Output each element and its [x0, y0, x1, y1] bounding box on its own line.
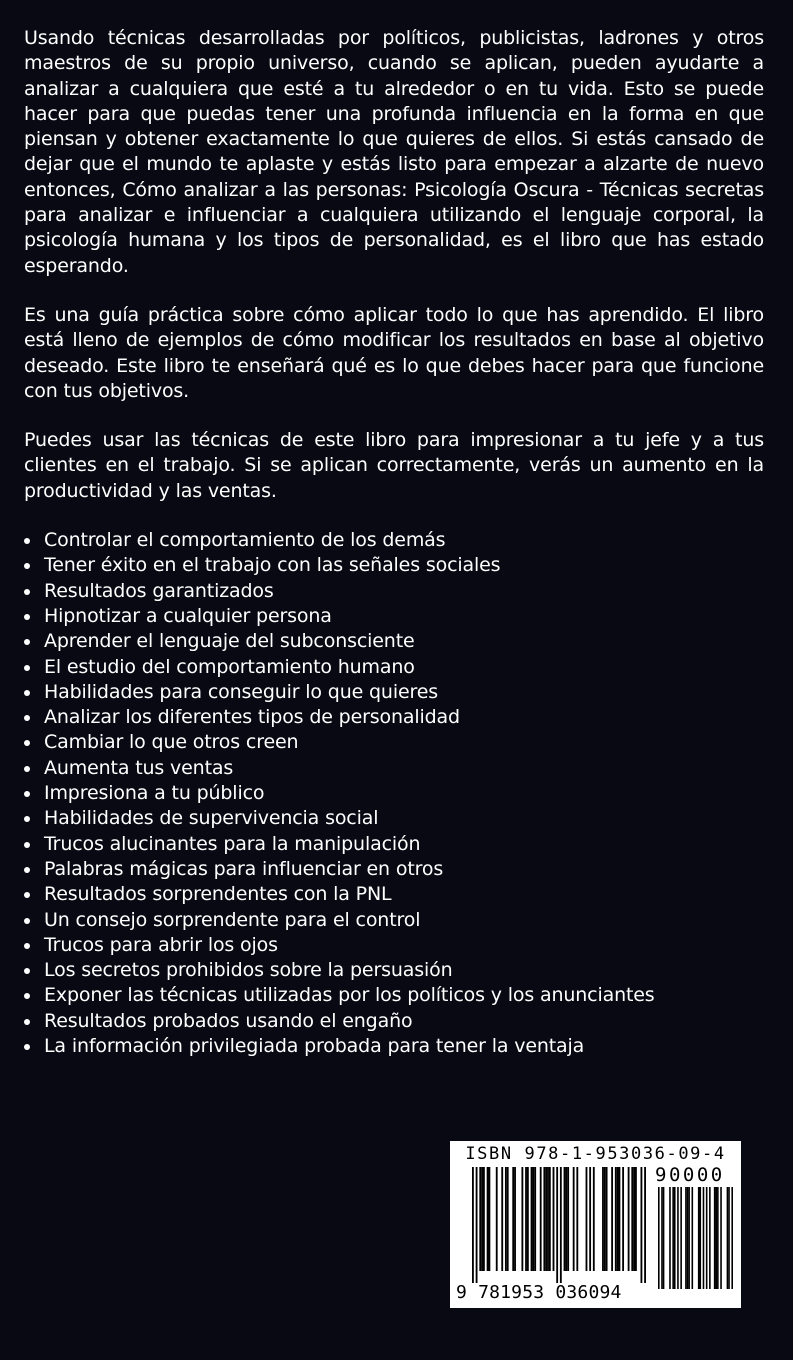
barcode-bar: [619, 1167, 621, 1271]
usage-paragraph: Puedes usar las técnicas de este libro para impresionar a tu jefe y a tus clientes en el trabajo. Si se aplican correctamente, verás un aumento en la productividad y las ventas.: [24, 429, 764, 502]
back-cover-text: [24, 26, 764, 1059]
bullet-icon: [24, 740, 30, 746]
addon-bar: [663, 1187, 665, 1289]
bullet-icon: [24, 1044, 30, 1050]
list-item: Controlar el comportamiento de los demás: [24, 528, 764, 553]
barcode-bar: [617, 1167, 619, 1271]
bullet-icon: [24, 993, 30, 999]
addon-bar: [688, 1187, 690, 1289]
barcode-bar: [604, 1167, 606, 1271]
list-item: Hipnotizar a cualquier persona: [24, 604, 764, 629]
list-item: Aumenta tus ventas: [24, 756, 764, 781]
list-item: Resultados garantizados: [24, 579, 764, 604]
addon-bar: [717, 1187, 719, 1289]
addon-bar: [709, 1187, 711, 1289]
addon-bar: [687, 1187, 689, 1289]
bullet-icon: [24, 968, 30, 974]
barcode-bar: [565, 1167, 567, 1271]
barcode-bar: [576, 1167, 578, 1271]
ean-barcode-bars: [472, 1167, 646, 1283]
barcode-bar: [525, 1167, 527, 1271]
bullet-icon: [24, 766, 30, 772]
bullet-icon: [24, 1019, 30, 1025]
list-item: Palabras mágicas para influenciar en otros: [24, 857, 764, 882]
guide-paragraph: Es una guía práctica sobre cómo aplicar todo lo que has aprendido. El libro está lleno de ejemplos de cómo modificar los resultados en base al objetivo deseado. Este libro te enseñará qué es lo que debes hacer para que funcione con tus objetivos.: [24, 303, 764, 402]
barcode-bar: [553, 1167, 555, 1271]
list-item: Tener éxito en el trabajo con las señales sociales: [24, 553, 764, 578]
bullet-icon: [24, 918, 30, 924]
ean-digits: 9 781953 036094: [456, 1282, 622, 1303]
barcode-bar: [573, 1167, 575, 1271]
list-item: Cambiar lo que otros creen: [24, 730, 764, 755]
barcode-addon-digits: 90000: [655, 1164, 725, 1186]
barcode-bar: [532, 1167, 534, 1271]
barcode-bar: [472, 1167, 474, 1283]
barcode-bar: [611, 1167, 613, 1271]
list-item: Analizar los diferentes tipos de personalidad: [24, 705, 764, 730]
addon-bar: [731, 1187, 733, 1289]
bullet-icon: [24, 943, 30, 949]
addon-bar: [720, 1187, 722, 1289]
barcode-bar: [635, 1167, 637, 1271]
bullet-icon: [24, 589, 30, 595]
addon-bar: [699, 1187, 701, 1289]
barcode-bar: [602, 1167, 604, 1271]
barcode-bar: [487, 1167, 489, 1271]
barcode-bar: [631, 1167, 633, 1271]
barcode-bar: [644, 1167, 646, 1283]
list-item: Impresiona a tu público: [24, 781, 764, 806]
barcode-bar: [481, 1167, 483, 1271]
isbn-label: ISBN 978-1-953036-09-4: [465, 1144, 726, 1164]
barcode-bar: [641, 1167, 643, 1283]
addon-bar: [703, 1187, 705, 1289]
barcode-bar: [531, 1167, 533, 1271]
barcode-bar: [521, 1167, 523, 1271]
addon-bar: [698, 1187, 700, 1289]
bullet-icon: [24, 715, 30, 721]
barcode-bar: [476, 1167, 478, 1283]
addon-bar: [680, 1187, 682, 1289]
bullet-icon: [24, 563, 30, 569]
barcode-bar: [589, 1167, 591, 1271]
list-item: Trucos alucinantes para la manipulación: [24, 832, 764, 857]
bullet-icon: [24, 867, 30, 873]
bullet-icon: [24, 538, 30, 544]
barcode-bar: [622, 1167, 624, 1271]
list-item: Trucos para abrir los ojos: [24, 933, 764, 958]
barcode-bar: [540, 1167, 542, 1271]
barcode-bar: [483, 1167, 485, 1271]
barcode-bar: [633, 1167, 635, 1271]
addon-bar: [728, 1187, 730, 1289]
addon-bar: [661, 1187, 663, 1289]
addon-bar: [658, 1187, 660, 1289]
barcode-bar: [507, 1167, 509, 1271]
addon-bar: [677, 1187, 679, 1289]
barcode-bar: [556, 1167, 558, 1283]
barcode-bar: [567, 1167, 569, 1271]
barcode-bar: [534, 1167, 536, 1271]
barcode-bar: [514, 1167, 516, 1271]
bullet-icon: [24, 842, 30, 848]
barcode-bar: [628, 1167, 630, 1271]
list-item: Habilidades de supervivencia social: [24, 806, 764, 831]
barcode-bar: [564, 1167, 566, 1271]
list-item: Resultados probados usando el engaño: [24, 1009, 764, 1034]
barcode-bar: [543, 1167, 545, 1271]
addon-bar: [685, 1187, 687, 1289]
addon-bar: [674, 1187, 676, 1289]
barcode-bar: [547, 1167, 549, 1271]
bullet-icon: [24, 614, 30, 620]
addon-bar: [727, 1187, 729, 1289]
barcode-bar: [479, 1167, 481, 1271]
barcode-bar: [488, 1167, 490, 1271]
barcode-bar: [560, 1167, 562, 1283]
list-item: El estudio del comportamiento humano: [24, 655, 764, 680]
barcode-bar: [586, 1167, 588, 1271]
intro-paragraph: Usando técnicas desarrolladas por políticos, publicistas, ladrones y otros maestros de su propio universo, cuando se aplican, pueden ayudarte a analizar a cualquiera que esté a tu alrededor o en tu vida. Esto se puede hacer para que puedas tener una profunda influencia en la forma en que piensan y obtener exactamente lo que quieres de ellos. Si estás cansado de dejar que el mundo te aplaste y estás listo para empezar a alzarte de nuevo entonces, Cómo analizar a las personas: Psicología Oscura - Técnicas secretas para analizar e influenciar a cualquiera utilizando el lenguaje corporal, la psicología humana y los tipos de personalidad, es el libro que has estado esperando.: [24, 27, 764, 277]
bullet-icon: [24, 791, 30, 797]
barcode-bar: [549, 1167, 551, 1271]
list-item: Un consejo sorprendente para el control: [24, 908, 764, 933]
list-item: Resultados sorprendentes con la PNL: [24, 882, 764, 907]
addon-bar: [692, 1187, 694, 1289]
list-item: Habilidades para conseguir lo que quieres: [24, 680, 764, 705]
bullet-icon: [24, 816, 30, 822]
barcode-bar: [545, 1167, 547, 1271]
bullet-icon: [24, 665, 30, 671]
isbn-barcode: [450, 1141, 741, 1308]
addon-bar: [669, 1187, 671, 1289]
addon-bar: [714, 1187, 716, 1289]
list-item: La información privilegiada probada para tener la ventaja: [24, 1034, 764, 1059]
list-item: Aprender el lenguaje del subconsciente: [24, 629, 764, 654]
barcode-bar: [593, 1167, 595, 1271]
barcode-bar: [496, 1167, 498, 1271]
addon-bar: [706, 1187, 708, 1289]
barcode-bar: [501, 1167, 503, 1271]
barcode-bar: [527, 1167, 529, 1271]
bullet-icon: [24, 892, 30, 898]
addon-bar: [672, 1187, 674, 1289]
barcode-bar: [615, 1167, 617, 1271]
addon-barcode-bars: [658, 1187, 733, 1289]
list-item: Exponer las técnicas utilizadas por los políticos y los anunciantes: [24, 983, 764, 1008]
barcode-bar: [606, 1167, 608, 1271]
barcode-bar: [512, 1167, 514, 1271]
benefits-list: [24, 528, 764, 1059]
bullet-icon: [24, 639, 30, 645]
bullet-icon: [24, 690, 30, 696]
barcode-bar: [505, 1167, 507, 1271]
list-item: Los secretos prohibidos sobre la persuasión: [24, 958, 764, 983]
addon-bar: [715, 1187, 717, 1289]
